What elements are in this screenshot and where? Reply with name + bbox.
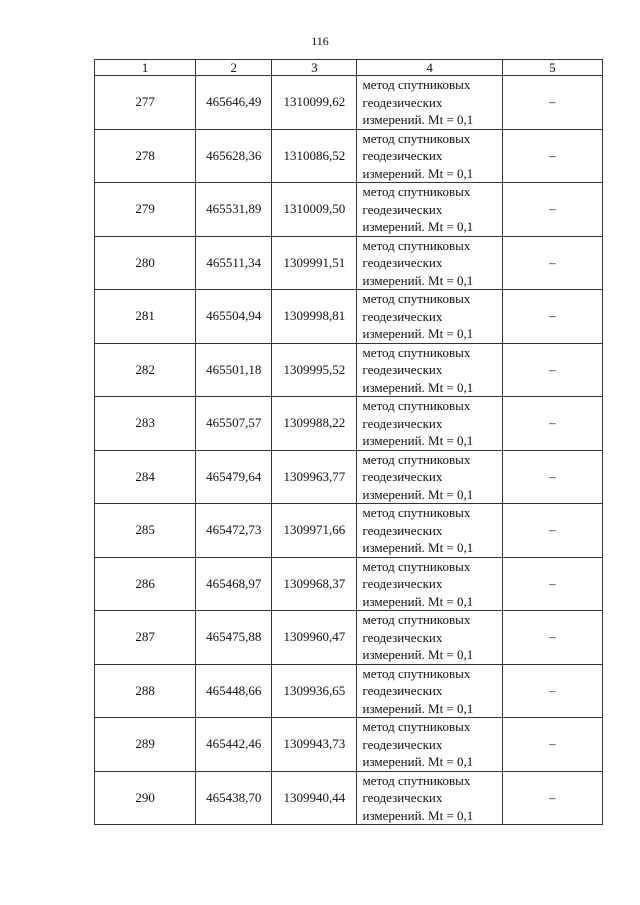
note-cell: – (502, 290, 602, 344)
table-row (95, 611, 603, 665)
x-coordinate-cell: 465479,64 (196, 450, 272, 504)
method-line-2: геодезических (362, 201, 443, 217)
note-cell: – (502, 718, 602, 772)
method-line-2: геодезических (362, 790, 443, 805)
x-coordinate-cell: 465531,89 (196, 183, 272, 237)
method-line-3: измерений. Mt = 0,1 (362, 486, 474, 502)
x-coordinate-cell: 465448,66 (196, 664, 272, 718)
method-line-1: метод спутниковых (362, 398, 471, 413)
column-header-1: 1 (95, 60, 196, 76)
column-header-5: 5 (502, 60, 602, 76)
method-line-1: метод спутниковых (362, 344, 471, 360)
x-coordinate-cell: 465511,34 (196, 236, 272, 290)
point-number-cell: 287 (95, 611, 196, 665)
method-cell (357, 718, 502, 772)
x-coordinate-cell: 465438,70 (196, 771, 272, 825)
note-cell: – (502, 129, 602, 183)
method-line-2: геодезических (362, 148, 443, 163)
table-row (95, 183, 603, 237)
method-line-2: геодезических (362, 362, 443, 377)
method-cell (357, 450, 502, 504)
point-number-cell: 280 (95, 236, 196, 290)
method-line-1: метод спутниковых (362, 77, 471, 92)
x-coordinate-cell: 465507,57 (196, 397, 272, 451)
x-coordinate-cell: 465501,18 (196, 343, 272, 397)
method-line-1: метод спутниковых (362, 665, 471, 681)
point-number-cell: 290 (95, 771, 196, 825)
method-line-1: метод спутниковых (362, 772, 471, 788)
x-coordinate-cell: 465504,94 (196, 290, 272, 344)
method-line-3: измерений. Mt = 0,1 (362, 433, 474, 448)
method-line-2: геодезических (362, 576, 443, 591)
table-row (95, 397, 603, 451)
y-coordinate-cell: 1309968,37 (272, 557, 357, 611)
x-coordinate-cell: 465442,46 (196, 718, 272, 772)
table-row (95, 504, 603, 558)
method-line-2: геодезических (362, 629, 443, 645)
method-line-3: измерений. Mt = 0,1 (362, 593, 474, 609)
method-line-3: измерений. Mt = 0,1 (362, 379, 474, 395)
method-line-2: геодезических (362, 415, 443, 431)
y-coordinate-cell: 1309991,51 (272, 236, 357, 290)
method-cell (357, 76, 502, 130)
method-line-2: геодезических (362, 255, 443, 270)
note-cell: – (502, 183, 602, 237)
point-number-cell: 283 (95, 397, 196, 451)
y-coordinate-cell: 1309936,65 (272, 664, 357, 718)
table-row (95, 129, 603, 183)
point-number-cell: 278 (95, 129, 196, 183)
method-line-1: метод спутниковых (362, 558, 471, 574)
table-row (95, 76, 603, 130)
method-cell (357, 343, 502, 397)
x-coordinate-cell: 465628,36 (196, 129, 272, 183)
method-line-3: измерений. Mt = 0,1 (362, 165, 474, 181)
column-header-3: 3 (272, 60, 357, 76)
method-line-1: метод спутниковых (362, 291, 471, 306)
method-cell (357, 290, 502, 344)
method-cell (357, 771, 502, 825)
method-cell (357, 611, 502, 665)
method-line-3: измерений. Mt = 0,1 (362, 700, 474, 716)
method-line-3: измерений. Mt = 0,1 (362, 326, 474, 341)
y-coordinate-cell: 1309971,66 (272, 504, 357, 558)
table-body (95, 76, 603, 825)
method-line-1: метод спутниковых (362, 451, 471, 467)
note-cell: – (502, 450, 602, 504)
method-cell (357, 236, 502, 290)
table-row (95, 718, 603, 772)
method-line-3: измерений. Mt = 0,1 (362, 807, 474, 823)
method-line-3: измерений. Mt = 0,1 (362, 647, 474, 662)
point-number-cell: 288 (95, 664, 196, 718)
note-cell: – (502, 397, 602, 451)
point-number-cell: 277 (95, 76, 196, 130)
note-cell: – (502, 771, 602, 825)
point-number-cell: 279 (95, 183, 196, 237)
point-number-cell: 285 (95, 504, 196, 558)
y-coordinate-cell: 1309940,44 (272, 771, 357, 825)
method-line-1: метод спутниковых (362, 237, 471, 253)
method-line-1: метод спутниковых (362, 719, 471, 734)
y-coordinate-cell: 1310009,50 (272, 183, 357, 237)
y-coordinate-cell: 1310099,62 (272, 76, 357, 130)
method-line-2: геодезических (362, 94, 443, 110)
table-row (95, 771, 603, 825)
y-coordinate-cell: 1310086,52 (272, 129, 357, 183)
method-cell (357, 397, 502, 451)
note-cell: – (502, 611, 602, 665)
y-coordinate-cell: 1309998,81 (272, 290, 357, 344)
column-header-4: 4 (357, 60, 502, 76)
x-coordinate-cell: 465475,88 (196, 611, 272, 665)
note-cell: – (502, 504, 602, 558)
table-row (95, 290, 603, 344)
table-row (95, 664, 603, 718)
x-coordinate-cell: 465468,97 (196, 557, 272, 611)
column-header-2: 2 (196, 60, 272, 76)
note-cell: – (502, 76, 602, 130)
method-line-1: метод спутниковых (362, 184, 471, 199)
method-line-3: измерений. Mt = 0,1 (362, 112, 474, 127)
note-cell: – (502, 236, 602, 290)
method-line-3: измерений. Mt = 0,1 (362, 540, 474, 555)
y-coordinate-cell: 1309988,22 (272, 397, 357, 451)
method-cell (357, 504, 502, 558)
method-line-1: метод спутниковых (362, 130, 471, 146)
note-cell: – (502, 664, 602, 718)
method-line-1: метод спутниковых (362, 612, 471, 627)
point-number-cell: 289 (95, 718, 196, 772)
y-coordinate-cell: 1309960,47 (272, 611, 357, 665)
method-line-2: геодезических (362, 308, 443, 324)
method-line-2: геодезических (362, 683, 443, 698)
table-header (95, 60, 603, 76)
point-number-cell: 281 (95, 290, 196, 344)
table-row (95, 343, 603, 397)
point-number-cell: 284 (95, 450, 196, 504)
y-coordinate-cell: 1309943,73 (272, 718, 357, 772)
header-row (95, 60, 603, 76)
method-line-2: геодезических (362, 469, 443, 484)
method-cell (357, 129, 502, 183)
page-number: 116 (311, 34, 329, 48)
method-line-3: измерений. Mt = 0,1 (362, 219, 474, 234)
method-line-1: метод спутниковых (362, 505, 471, 520)
method-line-2: геодезических (362, 522, 443, 538)
method-line-2: геодезических (362, 736, 443, 752)
table-row (95, 557, 603, 611)
note-cell: – (502, 557, 602, 611)
table-row (95, 236, 603, 290)
table-row (95, 450, 603, 504)
method-cell (357, 557, 502, 611)
coordinates-table (94, 59, 603, 825)
x-coordinate-cell: 465646,49 (196, 76, 272, 130)
method-line-3: измерений. Mt = 0,1 (362, 754, 474, 769)
point-number-cell: 286 (95, 557, 196, 611)
x-coordinate-cell: 465472,73 (196, 504, 272, 558)
method-cell (357, 664, 502, 718)
y-coordinate-cell: 1309995,52 (272, 343, 357, 397)
note-cell: – (502, 343, 602, 397)
method-cell (357, 183, 502, 237)
method-line-3: измерений. Mt = 0,1 (362, 272, 474, 288)
point-number-cell: 282 (95, 343, 196, 397)
y-coordinate-cell: 1309963,77 (272, 450, 357, 504)
